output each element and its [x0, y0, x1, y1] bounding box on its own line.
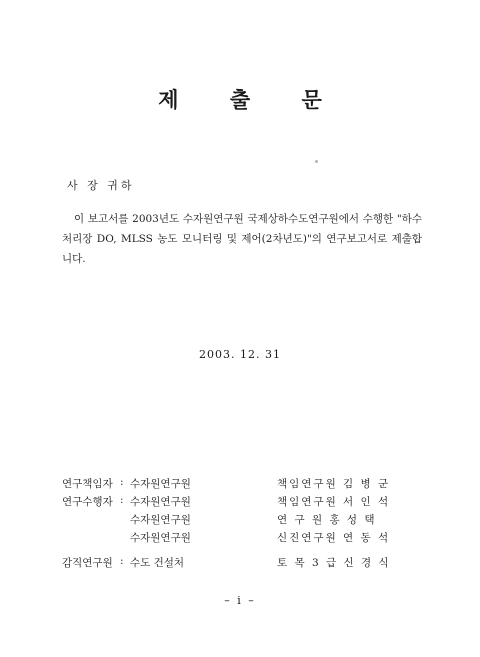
staff-title-name: 책임연구원 김 병 군 [277, 478, 391, 490]
staff-title-name: 신진연구원 연 동 석 [277, 532, 391, 544]
staff-title-name: 책임연구원 서 인 석 [277, 496, 391, 508]
staff-organization: 수자원연구원 [130, 478, 191, 490]
staff-role: 연구책임자 [62, 478, 113, 490]
supervisor-role: 감직연구원 [62, 557, 113, 569]
staff-organization: 수자원연구원 [130, 496, 191, 508]
document-title: 제 출 문 [158, 87, 344, 112]
page-number: – i – [224, 594, 256, 607]
staff-row [62, 494, 422, 512]
supervisor-colon: : [120, 555, 124, 567]
staff-row [62, 476, 422, 494]
staff-organization: 수자원연구원 [130, 532, 191, 544]
scan-speck [315, 160, 318, 163]
supervisor-organization: 수도 건설처 [130, 557, 185, 569]
staff-row [62, 512, 422, 530]
staff-organization: 수자원연구원 [130, 514, 191, 526]
supervisor-row [62, 555, 422, 573]
staff-title-name: 연 구 원 홍 성 택 [277, 514, 377, 526]
supervisor-title-name: 토 목 3 급 신 경 식 [277, 557, 391, 569]
staff-role: 연구수행자 [62, 496, 113, 508]
addressee: 사 장 귀하 [67, 179, 135, 192]
submission-date: 2003. 12. 31 [199, 348, 281, 361]
staff-colon: : [120, 476, 124, 488]
staff-row [62, 530, 422, 548]
submission-statement: 이 보고서를 2003년도 수자원연구원 국제상하수도연구원에서 수행한 "하수처리장 DO, MLSS 농도 모니터링 및 제어(2차년도)"의 연구보고서로 제출합니다. [62, 213, 422, 265]
staff-colon: : [120, 494, 124, 506]
